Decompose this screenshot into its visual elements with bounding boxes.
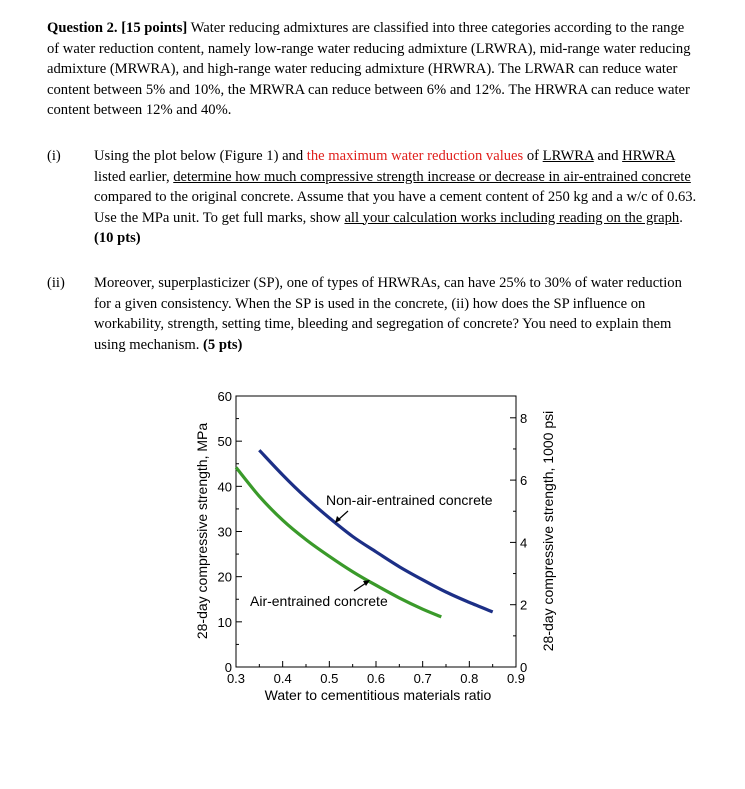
part-i-hrwra: HRWRA <box>622 148 675 164</box>
series-label-air: Air-entrained concrete <box>250 593 388 609</box>
y-tick-label: 40 <box>217 479 232 495</box>
arrow-non-air <box>335 511 348 523</box>
y2-tick-label: 0 <box>520 660 528 675</box>
part-i-t5: and <box>593 148 623 164</box>
question-heading: Question 2. [15 points] <box>47 20 188 36</box>
y2-axis-label: 28-day compressive strength, 1000 psi <box>540 410 556 652</box>
y-tick-label: 0 <box>224 660 232 675</box>
y2-tick-label: 8 <box>520 410 528 426</box>
part-ii-text <box>94 273 699 355</box>
part-i-points: (10 pts) <box>94 230 141 246</box>
y2-tick-label: 4 <box>520 535 528 551</box>
part-i-t1: Using the plot below (Figure 1) and <box>94 148 307 164</box>
y-tick-label: 20 <box>217 569 232 585</box>
part-i-t9: compared to the original concrete. Assume that you have a cement content of 250 kg and a w/c of 0.63. Use the MPa unit. To get full marks, show <box>94 189 697 226</box>
part-i-highlight: the maximum water reduction values <box>306 148 524 164</box>
part-ii-t1: Moreover, superplasticizer (SP), one of types of HRWRAs, can have 25% to 30% of water reduction for a given consistency. When the SP is used in the concrete, (ii) how does the SP influence on workability, strength, setting time, bleeding and segregation of concrete? You need to explain them using mechanism. <box>94 275 682 353</box>
question-intro-text: Water reducing admixtures are classified into three categories according to the range of water reduction content, namely low-range water reducing admixture (LRWRA), mid-range water reducing admixture (MRWRA), and high-range water reducing admixture (HRWRA). The LRWAR can reduce water content between 5% and 10%, the MRWRA can reduce between 6% and 12%. The HRWRA can reduce water content between 12% and 40%. <box>47 20 691 118</box>
part-i-lrwra: LRWRA <box>542 148 594 164</box>
part-i-requirement: all your calculation works including reading on the graph <box>344 209 680 226</box>
arrow-air <box>354 580 370 591</box>
y-axis-label: 28-day compressive strength, MPa <box>194 422 210 640</box>
x-tick-label: 0.8 <box>460 671 479 686</box>
y-tick-label: 50 <box>217 434 232 450</box>
part-i-task: determine how much compressive strength increase or decrease in air-entrained concrete <box>173 168 691 185</box>
y2-tick-label: 2 <box>520 597 528 613</box>
x-tick-label: 0.9 <box>506 671 526 686</box>
x-axis-label: Water to cementitious materials ratio <box>264 687 492 703</box>
y-tick-label: 10 <box>217 614 232 630</box>
plot-frame <box>236 396 516 667</box>
x-tick-label: 0.3 <box>226 671 246 686</box>
y-tick-label: 60 <box>217 389 232 404</box>
part-i-t11: . <box>679 209 683 226</box>
part-i-t7: listed earlier, <box>94 168 174 185</box>
question-intro <box>47 18 699 121</box>
x-tick-label: 0.6 <box>366 671 386 686</box>
part-i-number: (i) <box>47 148 61 164</box>
x-tick-label: 0.5 <box>320 671 339 686</box>
series-label-non-air: Non-air-entrained concrete <box>326 492 493 508</box>
y2-tick-label: 6 <box>520 473 528 489</box>
x-tick-label: 0.4 <box>273 671 292 686</box>
part-i-text <box>94 146 699 249</box>
part-i-t3: of <box>523 148 543 164</box>
part-ii-points: (5 pts) <box>203 336 243 353</box>
y-tick-label: 30 <box>217 524 232 540</box>
figure-1-chart <box>0 379 745 789</box>
x-tick-label: 0.7 <box>413 671 432 686</box>
part-ii-number: (ii) <box>47 275 65 291</box>
